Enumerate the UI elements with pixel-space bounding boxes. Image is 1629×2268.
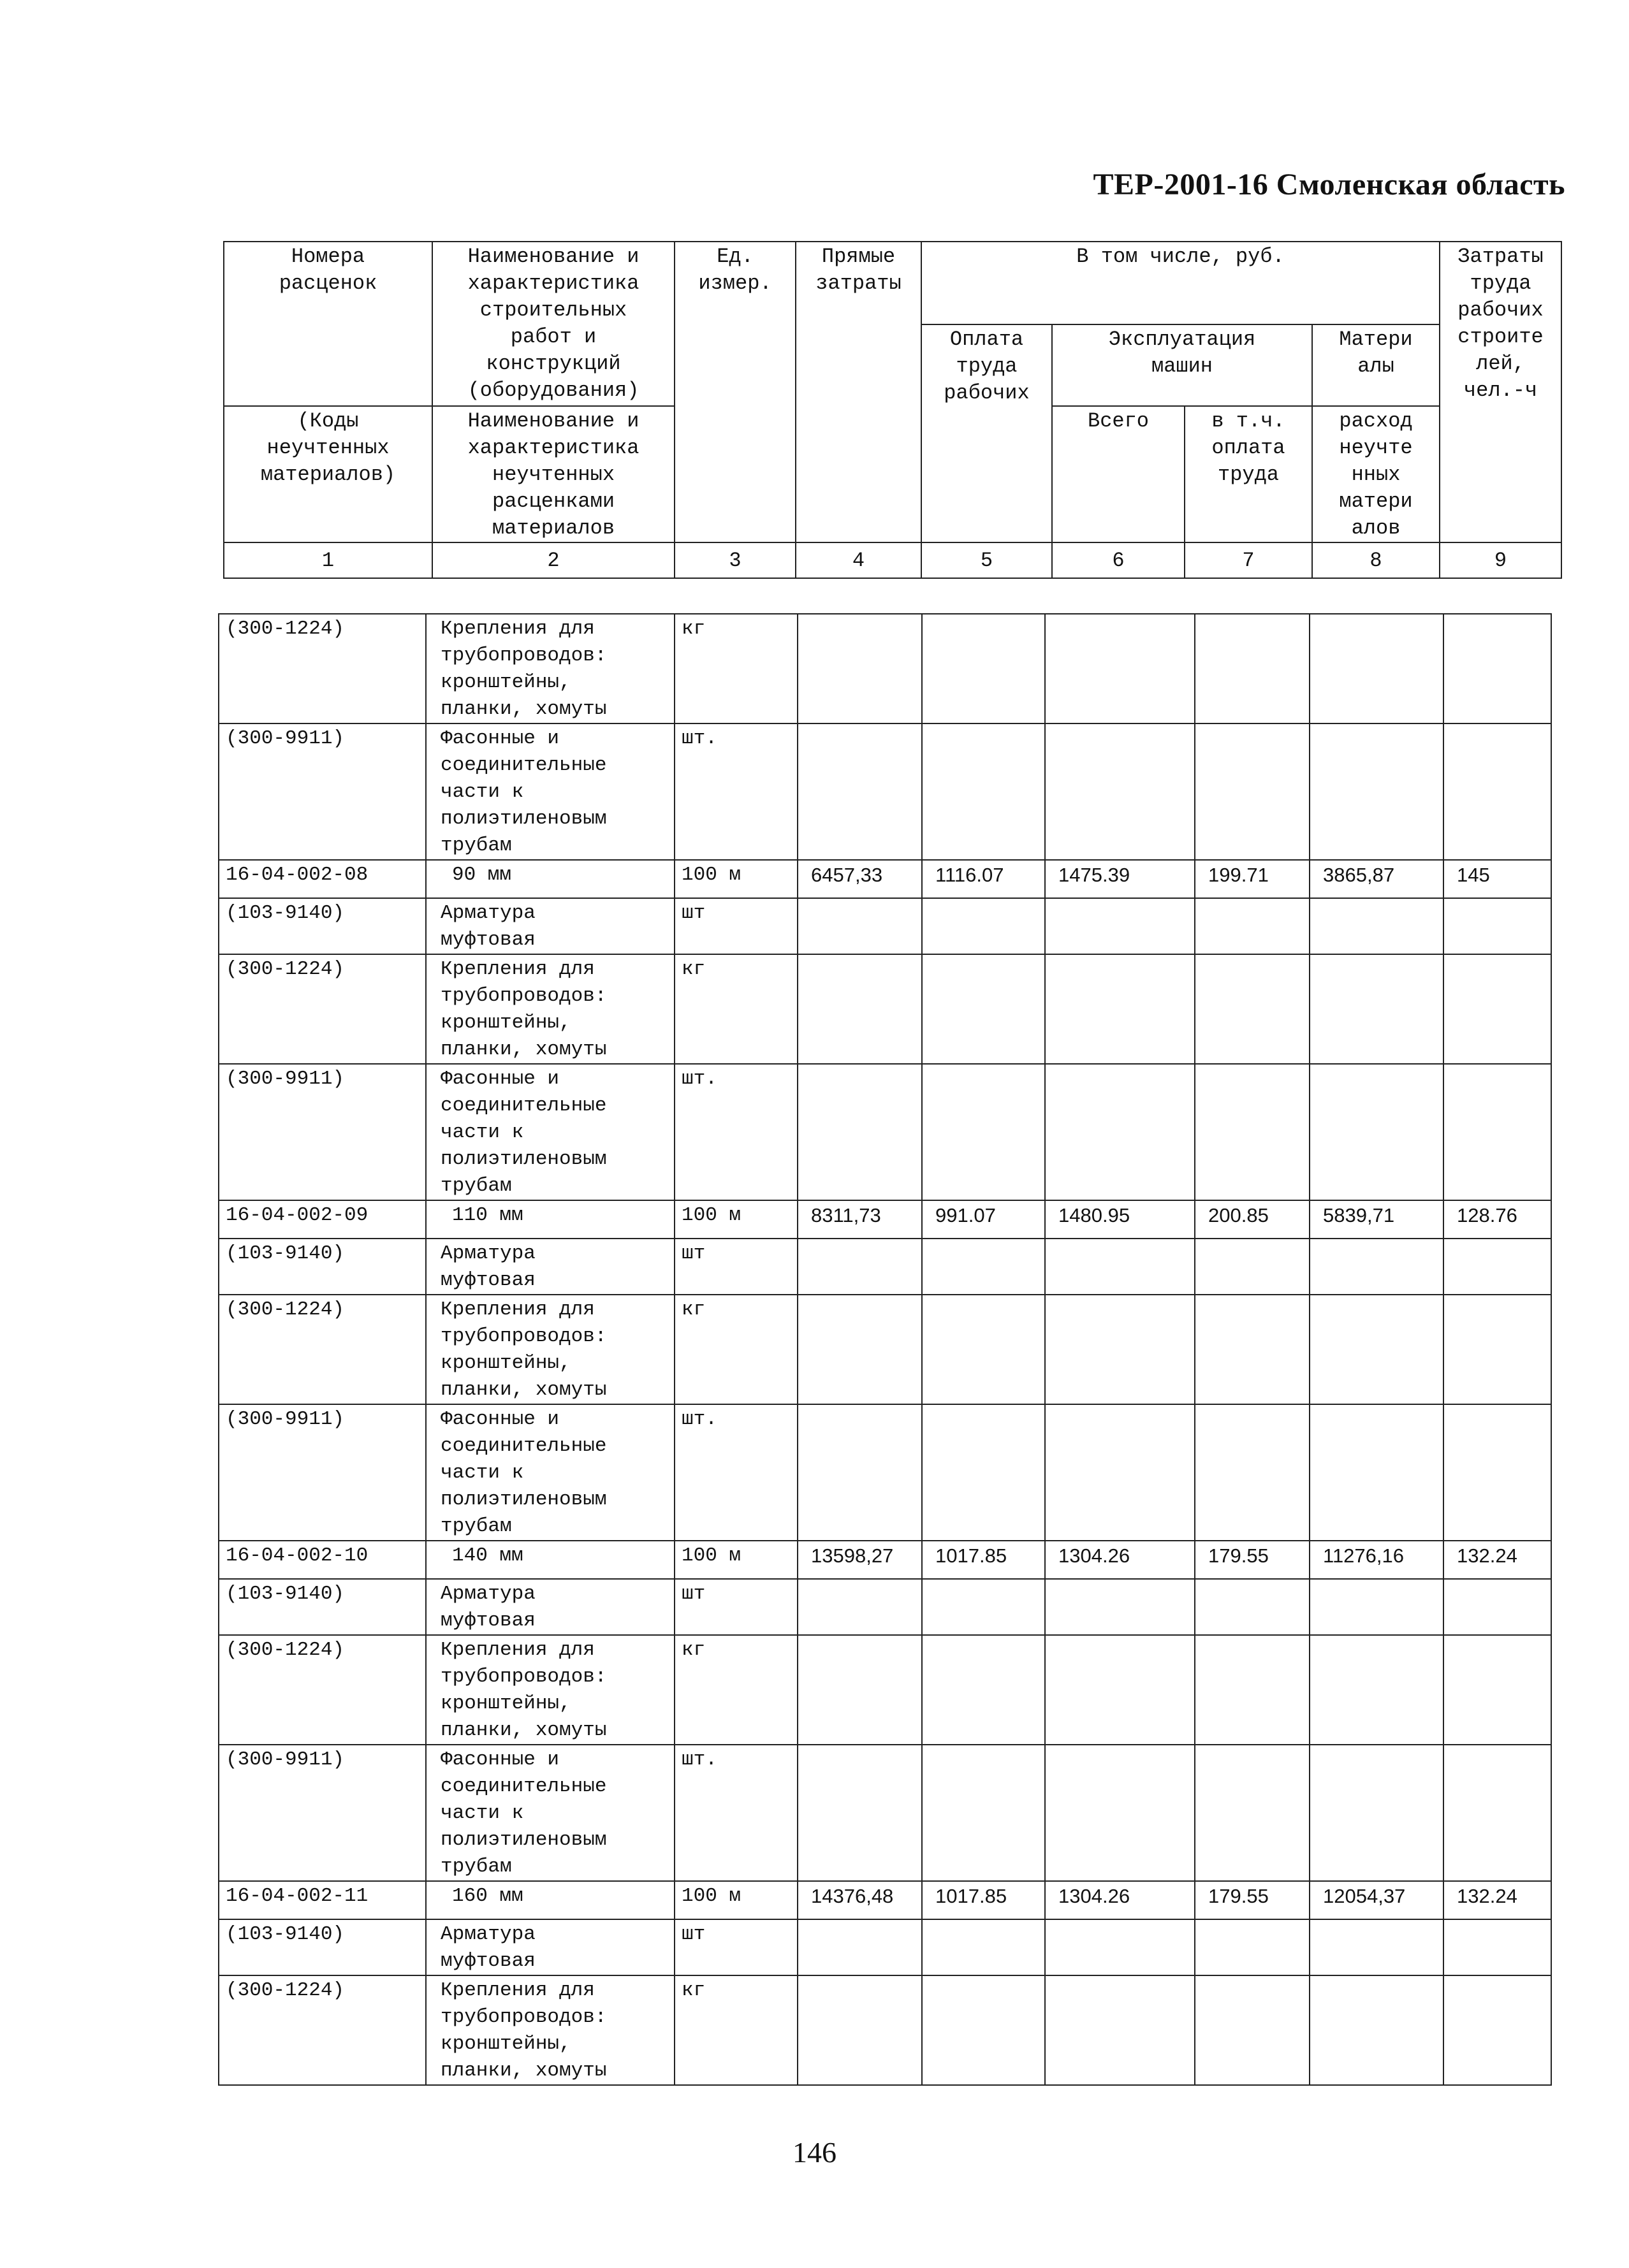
- item-name: Фасонные и соединительные части к полиэтиленовым трубам: [426, 723, 675, 860]
- machines-total: [1045, 1295, 1195, 1404]
- table-row: [219, 860, 1551, 898]
- column-number: 5: [921, 542, 1052, 578]
- direct-costs: 13598,27: [798, 1541, 922, 1579]
- labor-wages: [922, 1975, 1045, 2085]
- unit: 100 м: [675, 1881, 798, 1919]
- labor-hours: 132.24: [1443, 1541, 1551, 1579]
- labor-wages: [922, 1919, 1045, 1975]
- labor-hours: 128.76: [1443, 1200, 1551, 1239]
- direct-costs: [798, 1404, 922, 1541]
- item-name: Крепления для трубопроводов: кронштейны, планки, хомуты: [426, 1635, 675, 1745]
- materials: 12054,37: [1310, 1881, 1443, 1919]
- direct-costs: [798, 1064, 922, 1200]
- rates-table: [218, 613, 1552, 2086]
- rate-code: (300-1224): [219, 954, 426, 1064]
- machines-labor: [1195, 1975, 1310, 2085]
- labor-hours: [1443, 954, 1551, 1064]
- labor-hours: [1443, 898, 1551, 954]
- unit: шт: [675, 1579, 798, 1635]
- materials: [1310, 1404, 1443, 1541]
- unit: шт.: [675, 723, 798, 860]
- header-col3: Ед. измер.: [675, 242, 796, 542]
- item-name: Фасонные и соединительные части к полиэтиленовым трубам: [426, 1404, 675, 1541]
- machines-labor: [1195, 1295, 1310, 1404]
- labor-hours: [1443, 1295, 1551, 1404]
- materials: [1310, 1239, 1443, 1295]
- rate-code: 16-04-002-11: [219, 1881, 426, 1919]
- rate-code: (300-9911): [219, 1745, 426, 1881]
- table-row: [219, 1295, 1551, 1404]
- labor-hours: [1443, 1404, 1551, 1541]
- item-name: Арматура муфтовая: [426, 1239, 675, 1295]
- machines-labor: 200.85: [1195, 1200, 1310, 1239]
- header-col5: Оплата труда рабочих: [921, 324, 1052, 542]
- machines-labor: [1195, 723, 1310, 860]
- machines-labor: [1195, 614, 1310, 723]
- rate-code: 16-04-002-08: [219, 860, 426, 898]
- direct-costs: [798, 898, 922, 954]
- labor-hours: [1443, 614, 1551, 723]
- unit: кг: [675, 954, 798, 1064]
- direct-costs: [798, 1295, 922, 1404]
- header-col8-bottom: расход неучте нных матери алов: [1312, 406, 1440, 542]
- item-name: 110 мм: [426, 1200, 675, 1239]
- direct-costs: [798, 954, 922, 1064]
- labor-hours: [1443, 1239, 1551, 1295]
- unit: шт: [675, 1239, 798, 1295]
- rate-code: (103-9140): [219, 1579, 426, 1635]
- machines-labor: [1195, 954, 1310, 1064]
- header-col8-top: Матери алы: [1312, 324, 1440, 406]
- labor-wages: [922, 1295, 1045, 1404]
- direct-costs: [798, 614, 922, 723]
- materials: [1310, 723, 1443, 860]
- machines-total: [1045, 1919, 1195, 1975]
- materials: 3865,87: [1310, 860, 1443, 898]
- rate-code: (103-9140): [219, 898, 426, 954]
- table-row: [219, 614, 1551, 723]
- machines-labor: [1195, 1745, 1310, 1881]
- header-col6: Всего: [1052, 406, 1185, 542]
- table-row: [219, 1200, 1551, 1239]
- direct-costs: [798, 1635, 922, 1745]
- labor-wages: [922, 898, 1045, 954]
- machines-total: [1045, 1745, 1195, 1881]
- item-name: 90 мм: [426, 860, 675, 898]
- table-row: [219, 1541, 1551, 1579]
- header-col4: Прямые затраты: [796, 242, 921, 542]
- labor-hours: 132.24: [1443, 1881, 1551, 1919]
- column-number: 1: [224, 542, 432, 578]
- rate-code: (300-1224): [219, 1635, 426, 1745]
- materials: [1310, 1579, 1443, 1635]
- table-row: [219, 1404, 1551, 1541]
- item-name: Крепления для трубопроводов: кронштейны, планки, хомуты: [426, 1975, 675, 2085]
- page-number: 146: [793, 2136, 836, 2169]
- machines-total: [1045, 898, 1195, 954]
- rate-code: (300-1224): [219, 614, 426, 723]
- labor-wages: [922, 1064, 1045, 1200]
- machines-labor: [1195, 1404, 1310, 1541]
- unit: шт.: [675, 1404, 798, 1541]
- machines-total: [1045, 954, 1195, 1064]
- machines-total: [1045, 1404, 1195, 1541]
- unit: шт: [675, 898, 798, 954]
- table-row: [219, 1239, 1551, 1295]
- rate-code: (300-1224): [219, 1295, 426, 1404]
- table-row: [219, 1745, 1551, 1881]
- machines-labor: [1195, 898, 1310, 954]
- labor-hours: [1443, 1975, 1551, 2085]
- labor-hours: [1443, 1064, 1551, 1200]
- labor-hours: 145: [1443, 860, 1551, 898]
- materials: [1310, 614, 1443, 723]
- materials: 5839,71: [1310, 1200, 1443, 1239]
- direct-costs: [798, 1579, 922, 1635]
- labor-wages: [922, 723, 1045, 860]
- header-col1-top: Номера расценок: [224, 242, 432, 406]
- unit: кг: [675, 614, 798, 723]
- item-name: Фасонные и соединительные части к полиэтиленовым трубам: [426, 1064, 675, 1200]
- item-name: Крепления для трубопроводов: кронштейны, планки, хомуты: [426, 954, 675, 1064]
- rate-code: 16-04-002-10: [219, 1541, 426, 1579]
- header-group-label: В том числе, руб.: [921, 242, 1440, 324]
- direct-costs: [798, 1975, 922, 2085]
- header-col9: Затраты труда рабочих строите лей, чел.-ч: [1440, 242, 1561, 542]
- machines-total: [1045, 1239, 1195, 1295]
- machines-labor: 179.55: [1195, 1881, 1310, 1919]
- unit: кг: [675, 1295, 798, 1404]
- unit: 100 м: [675, 1541, 798, 1579]
- item-name: Фасонные и соединительные части к полиэтиленовым трубам: [426, 1745, 675, 1881]
- labor-wages: [922, 1239, 1045, 1295]
- materials: [1310, 898, 1443, 954]
- rate-code: (103-9140): [219, 1919, 426, 1975]
- materials: [1310, 954, 1443, 1064]
- machines-total: 1304.26: [1045, 1881, 1195, 1919]
- header-col1-bottom: (Коды неучтенных материалов): [224, 406, 432, 542]
- machines-total: [1045, 1635, 1195, 1745]
- direct-costs: 8311,73: [798, 1200, 922, 1239]
- machines-total: [1045, 1064, 1195, 1200]
- machines-total: 1480.95: [1045, 1200, 1195, 1239]
- direct-costs: [798, 1745, 922, 1881]
- table-row: [219, 898, 1551, 954]
- document-title: ТЕР-2001-16 Смоленская область: [1093, 168, 1565, 201]
- machines-labor: 199.71: [1195, 860, 1310, 898]
- direct-costs: 6457,33: [798, 860, 922, 898]
- rate-code: (300-9911): [219, 1404, 426, 1541]
- labor-wages: 1116.07: [922, 860, 1045, 898]
- machines-labor: 179.55: [1195, 1541, 1310, 1579]
- header-col7: в т.ч. оплата труда: [1185, 406, 1312, 542]
- unit: шт.: [675, 1745, 798, 1881]
- labor-wages: [922, 614, 1045, 723]
- table-row: [219, 954, 1551, 1064]
- machines-total: 1304.26: [1045, 1541, 1195, 1579]
- header-col2-bottom: Наименование и характеристика неучтенных расценками материалов: [432, 406, 675, 542]
- machines-total: 1475.39: [1045, 860, 1195, 898]
- column-number: 6: [1052, 542, 1185, 578]
- column-number: 8: [1312, 542, 1440, 578]
- table-row: [219, 723, 1551, 860]
- machines-labor: [1195, 1064, 1310, 1200]
- unit: кг: [675, 1975, 798, 2085]
- materials: [1310, 1295, 1443, 1404]
- column-number: 9: [1440, 542, 1561, 578]
- labor-wages: 1017.85: [922, 1881, 1045, 1919]
- machines-total: [1045, 1579, 1195, 1635]
- column-number: 7: [1185, 542, 1312, 578]
- machines-labor: [1195, 1239, 1310, 1295]
- item-name: Арматура муфтовая: [426, 1919, 675, 1975]
- column-number: 3: [675, 542, 796, 578]
- machines-total: [1045, 614, 1195, 723]
- materials: [1310, 1064, 1443, 1200]
- materials: [1310, 1635, 1443, 1745]
- item-name: 160 мм: [426, 1881, 675, 1919]
- materials: [1310, 1745, 1443, 1881]
- labor-hours: [1443, 723, 1551, 860]
- labor-hours: [1443, 1919, 1551, 1975]
- table-row: [219, 1579, 1551, 1635]
- item-name: Арматура муфтовая: [426, 1579, 675, 1635]
- unit: шт.: [675, 1064, 798, 1200]
- column-number: 2: [432, 542, 675, 578]
- table-row: [219, 1975, 1551, 2085]
- direct-costs: 14376,48: [798, 1881, 922, 1919]
- table-header: [223, 241, 1562, 579]
- direct-costs: [798, 1239, 922, 1295]
- materials: [1310, 1975, 1443, 2085]
- materials: 11276,16: [1310, 1541, 1443, 1579]
- machines-labor: [1195, 1579, 1310, 1635]
- direct-costs: [798, 723, 922, 860]
- unit: кг: [675, 1635, 798, 1745]
- item-name: 140 мм: [426, 1541, 675, 1579]
- labor-hours: [1443, 1635, 1551, 1745]
- labor-wages: [922, 1745, 1045, 1881]
- rate-code: (103-9140): [219, 1239, 426, 1295]
- machines-total: [1045, 1975, 1195, 2085]
- header-col2-top: Наименование и характеристика строительных работ и конструкций (оборудования): [432, 242, 675, 406]
- labor-wages: [922, 1404, 1045, 1541]
- item-name: Арматура муфтовая: [426, 898, 675, 954]
- machines-labor: [1195, 1635, 1310, 1745]
- table-row: [219, 1881, 1551, 1919]
- item-name: Крепления для трубопроводов: кронштейны, планки, хомуты: [426, 614, 675, 723]
- unit: шт: [675, 1919, 798, 1975]
- labor-wages: 991.07: [922, 1200, 1045, 1239]
- rate-code: (300-9911): [219, 723, 426, 860]
- unit: 100 м: [675, 1200, 798, 1239]
- machines-total: [1045, 723, 1195, 860]
- machines-labor: [1195, 1919, 1310, 1975]
- header-machines: Эксплуатация машин: [1052, 324, 1312, 406]
- labor-hours: [1443, 1579, 1551, 1635]
- labor-wages: 1017.85: [922, 1541, 1045, 1579]
- labor-hours: [1443, 1745, 1551, 1881]
- materials: [1310, 1919, 1443, 1975]
- table-row: [219, 1635, 1551, 1745]
- table-row: [219, 1064, 1551, 1200]
- labor-wages: [922, 954, 1045, 1064]
- column-number: 4: [796, 542, 921, 578]
- direct-costs: [798, 1919, 922, 1975]
- labor-wages: [922, 1635, 1045, 1745]
- labor-wages: [922, 1579, 1045, 1635]
- item-name: Крепления для трубопроводов: кронштейны, планки, хомуты: [426, 1295, 675, 1404]
- rate-code: (300-9911): [219, 1064, 426, 1200]
- rate-code: 16-04-002-09: [219, 1200, 426, 1239]
- unit: 100 м: [675, 860, 798, 898]
- table-row: [219, 1919, 1551, 1975]
- rate-code: (300-1224): [219, 1975, 426, 2085]
